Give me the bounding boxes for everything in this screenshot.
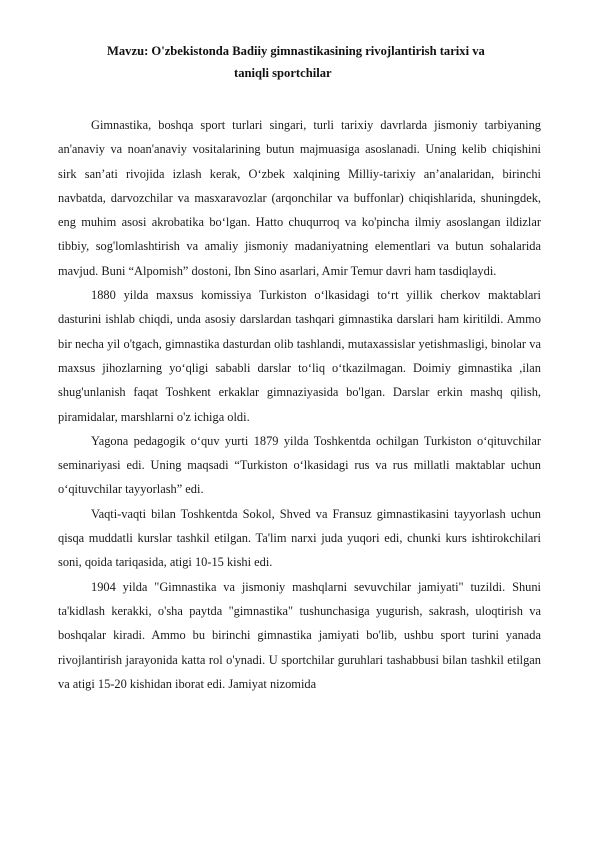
paragraph-5: 1904 yilda "Gimnastika va jismoniy mashqlarni sevuvchilar jamiyati" tuzildi. Shuni ta'kidlash kerakki, o'sha paytda "gimnastika" tushunchasiga yugurish, sakrash, uloqtirish va boshqalar kiradi. Ammo bu birinchi gimnastika jamiyati bo'lib, ushbu sport turini yanada rivojlantirish jarayonida katta rol o'ynadi. U sportchilar guruhlari tashabbusi bilan tashkil etilgan va atigi 15-20 kishidan iborat edi. Jamiyat nizomida <box>58 579 541 691</box>
paragraph-3: Yagona pedagogik o‘quv yurti 1879 yilda Toshkentda ochilgan Turkiston o‘qituvchilar seminariyasi edi. Uning maqsadi “Turkiston o‘lkasidagi rus va rus millatli maktablar uchun o‘qituvchilar tayyorlash” edi. <box>58 433 541 497</box>
paragraph-1: Gimnastika, boshqa sport turlari singari, turli tarixiy davrlarda jismoniy tarbiyaning an'anaviy va noan'anaviy vositalarining butun majmuasiga asoslanadi. Uning kelib chiqishini sirk san’ati rivojida izlash kerak, O‘zbek xalqining Milliy-tarixiy an’analaridan, birinchi navbatda, darvozchilar va masxaravozlar (arqonchilar va buffonlar) chiqishlarida, shuningdek, eng muhim asosi akrobatika bo‘lgan. Hatto chuqurroq va ko'pincha ilmiy asoslangan ildizlar tibbiy, sog'lomlashtirish va amaliy jismoniy madaniyatning elementlari va butun sohalarida mavjud. Buni “Alpomish” dostoni, Ibn Sino asarlari, Amir Temur davri ham tasdiqlaydi. <box>58 118 541 278</box>
document-body <box>58 113 541 696</box>
title-line-1: Mavzu: O'zbekistonda Badiiy gimnastikasining rivojlantirish tarixi va <box>107 44 485 58</box>
title-line-2: taniqli sportchilar <box>234 66 332 80</box>
paragraph-4: Vaqti-vaqti bilan Toshkentda Sokol, Shved va Fransuz gimnastikasini tayyorlash uchun qisqa muddatli kurslar tashkil etilgan. Ta'lim narxi juda yuqori edi, chunki kurs ishtirokchilari soni, qoida tariqasida, atigi 10-15 kishi edi. <box>58 506 541 570</box>
document-title <box>58 40 541 84</box>
paragraph-2: 1880 yilda maxsus komissiya Turkiston o‘lkasidagi to‘rt yillik cherkov maktablari dasturini ishlab chiqdi, unda asosiy darslardan tashqari gimnastika darslari ham kiritildi. Ammo bir necha yil o'tgach, gimnastika dasturdan olib tashlandi, mutaxassislar yetishmasligi, binolar va maxsus jihozlarning yo‘qligi sababli darslar to‘liq o‘tkazilmagan. Doimiy gimnastika ,ilan shug'unlanish faqat Toshkent erkaklar gimnaziyasida bo'lgan. Darslar erkin mashq qilish, piramidalar, marshlarni o'z ichiga oldi. <box>58 288 541 424</box>
